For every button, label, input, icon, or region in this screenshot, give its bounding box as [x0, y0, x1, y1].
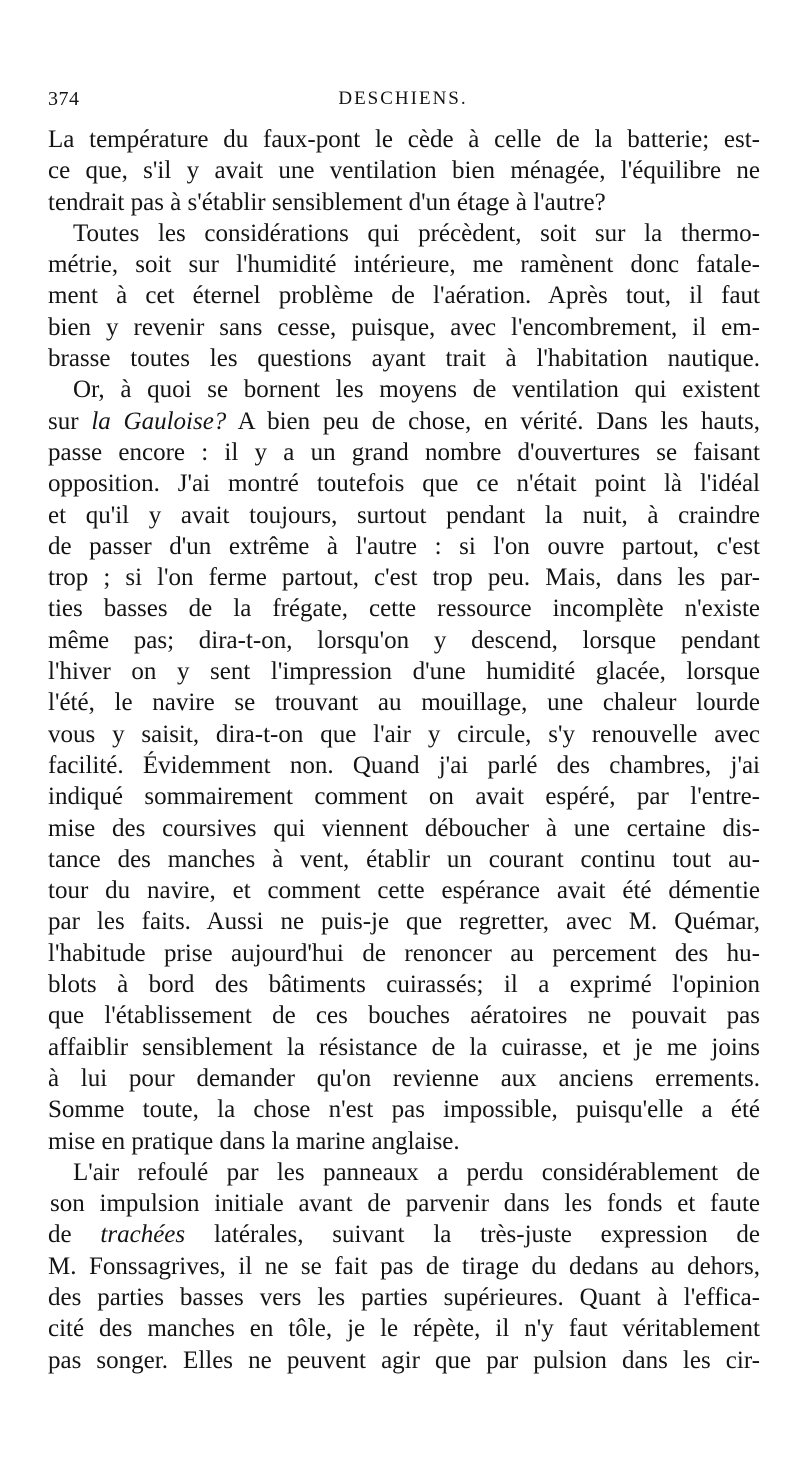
text-segment: latérales, suivant la très-juste expression de: [185, 1221, 760, 1249]
text-segment: sur: [48, 407, 92, 435]
text-line: [48, 1219, 760, 1250]
text-line: même pas; dira-t-on, lorsqu'on y descend, lorsque pendant: [48, 626, 760, 654]
text-line: affaiblir sensiblement la résistance de la cuirasse, et je me joins: [48, 1033, 760, 1061]
text-line: des parties basses vers les parties supérieures. Quant à l'effica-: [48, 1283, 760, 1311]
text-line: Or, à quoi se bornent les moyens de ventilation qui existent: [73, 376, 760, 404]
text-line: mise en pratique dans la marine anglaise.: [48, 1127, 460, 1155]
text-line: l'habitude prise aujourd'hui de renoncer au percement des hu-: [48, 939, 760, 967]
text-line: pas songer. Elles ne peuvent agir que par pulsion dans les cir-: [48, 1346, 760, 1374]
text-line: ment à cet éternel problème de l'aération. Après tout, il faut: [48, 282, 760, 310]
text-line: métrie, soit sur l'humidité intérieure, me ramènent donc fatale-: [48, 251, 760, 279]
text-line: facilité. Évidemment non. Quand j'ai parlé des chambres, j'ai: [48, 751, 760, 779]
text-line: à lui pour demander qu'on revienne aux anciens errements.: [48, 1064, 760, 1092]
text-line: son impulsion initiale avant de parvenir dans les fonds et faute: [50, 1190, 760, 1218]
text-line: opposition. J'ai montré toutefois que ce n'était point là l'idéal: [48, 470, 760, 498]
text-line: tour du navire, et comment cette espérance avait été démentie: [48, 877, 760, 905]
text-line: vous y saisit, dira-t-on que l'air y circule, s'y renouvelle avec: [48, 720, 760, 748]
text-line: ties basses de la frégate, cette ressource incomplète n'existe: [48, 595, 760, 623]
text-line: M. Fonssagrives, il ne se fait pas de tirage du dedans au dehors,: [48, 1252, 760, 1280]
text-line: [48, 406, 760, 437]
text-line: l'été, le navire se trouvant au mouillage, une chaleur lourde: [48, 689, 760, 717]
italic-term: trachées: [100, 1221, 186, 1249]
text-line: de passer d'un extrême à l'autre : si l'on ouvre partout, c'est: [48, 532, 760, 560]
text-line: par les faits. Aussi ne puis-je que regretter, avec M. Quémar,: [48, 908, 760, 936]
text-line: mise des coursives qui viennent déboucher à une certaine dis-: [48, 814, 760, 842]
text-line: cité des manches en tôle, je le répète, il n'y faut véritablement: [48, 1315, 760, 1343]
text-line: Somme toute, la chose n'est pas impossible, puisqu'elle a été: [48, 1096, 760, 1124]
text-line: brasse toutes les questions ayant trait à l'habitation nautique.: [48, 345, 760, 373]
page-number: 374: [48, 88, 80, 110]
text-line: tendrait pas à s'établir sensiblement d'un étage à l'autre?: [48, 188, 606, 216]
text-line: La température du faux-pont le cède à celle de la batterie; est-: [48, 126, 760, 153]
text-line: l'hiver on y sent l'impression d'une humidité glacée, lorsque: [48, 658, 760, 686]
text-line: blots à bord des bâtiments cuirassés; il a exprimé l'opinion: [48, 971, 760, 999]
text-line: indiqué sommairement comment on avait espéré, par l'entre-: [48, 783, 760, 811]
text-segment: de: [48, 1221, 101, 1249]
running-head: [48, 88, 758, 118]
text-line: que l'établissement de ces bouches aératoires ne pouvait pas: [48, 1002, 760, 1030]
running-title: DESCHIENS.: [338, 88, 468, 109]
text-line: tance des manches à vent, établir un courant continu tout au-: [48, 845, 760, 873]
text-line: ce que, s'il y avait une ventilation bien ménagée, l'équilibre ne: [48, 157, 760, 185]
text-line: bien y revenir sans cesse, puisque, avec l'encombrement, il em-: [48, 313, 760, 341]
body-text: [48, 124, 760, 1376]
italic-ship-name: la Gauloise?: [91, 407, 227, 435]
text-line: Toutes les considérations qui précèdent, soit sur la thermo-: [73, 219, 760, 247]
text-line: L'air refoulé par les panneaux a perdu considérablement de: [73, 1158, 760, 1186]
text-line: trop ; si l'on ferme partout, c'est trop peu. Mais, dans les par-: [48, 564, 760, 592]
text-segment: A bien peu de chose, en vérité. Dans les hauts,: [226, 407, 760, 435]
text-line: passe encore : il y a un grand nombre d'ouvertures se faisant: [48, 438, 760, 466]
text-line: et qu'il y avait toujours, surtout pendant la nuit, à craindre: [48, 501, 760, 529]
